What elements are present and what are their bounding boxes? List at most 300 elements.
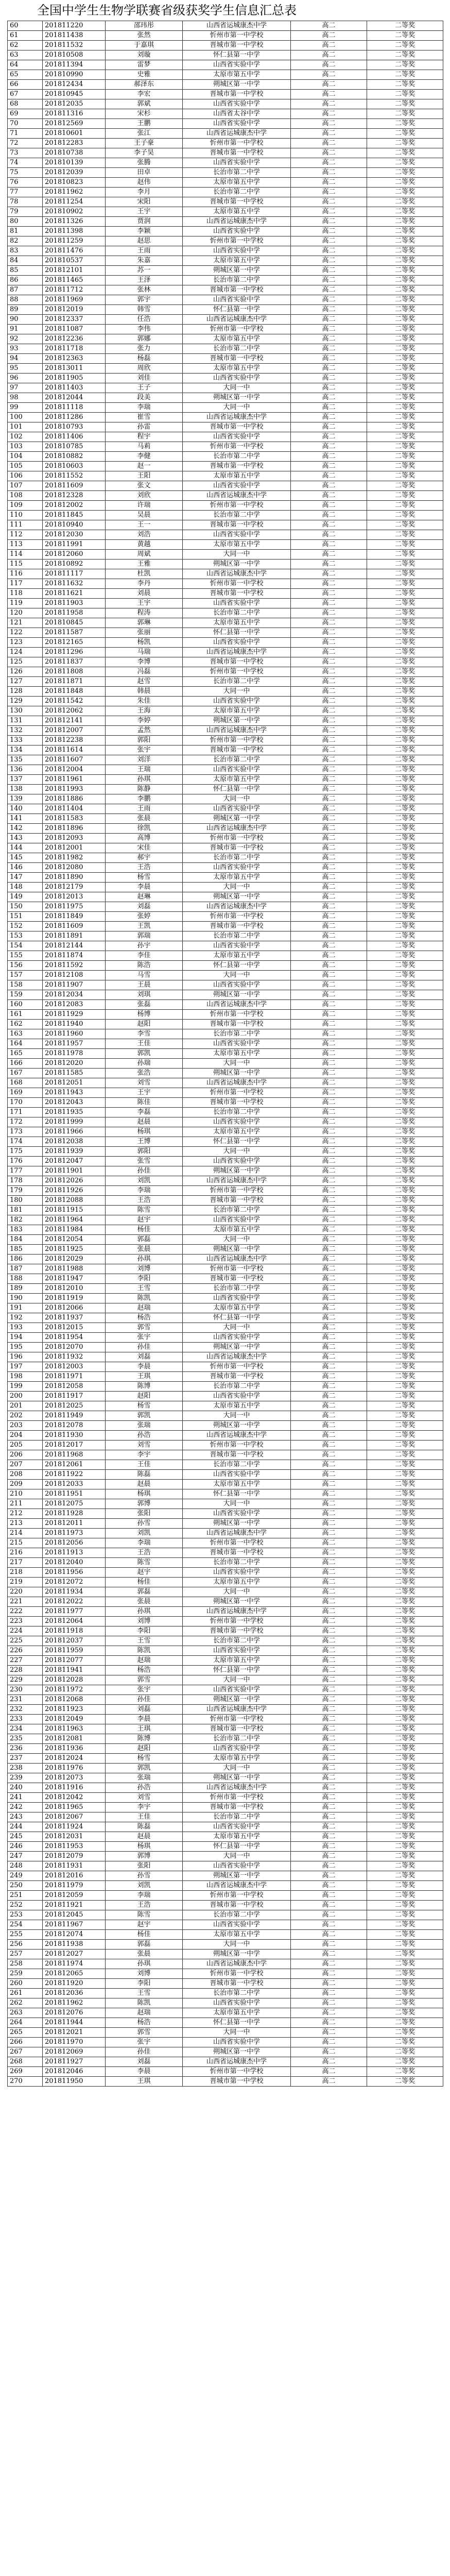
school-name-cell: 朔城区第一中学 xyxy=(183,1871,291,1881)
grade-cell: 高二 xyxy=(291,765,367,775)
table-row xyxy=(8,1020,443,1029)
school-name-cell: 朔城区第一中学 xyxy=(183,1773,291,1783)
award-cell: 二等奖 xyxy=(367,1754,443,1764)
grade-cell: 高二 xyxy=(291,99,367,109)
student-name-cell: 孙佳 xyxy=(106,1695,183,1705)
row-number-cell: 143 xyxy=(8,834,43,843)
table-row xyxy=(8,1489,443,1499)
grade-cell: 高二 xyxy=(291,1959,367,1969)
student-name-cell: 李鹏 xyxy=(106,794,183,804)
row-number-cell: 186 xyxy=(8,1255,43,1264)
row-number-cell: 214 xyxy=(8,1529,43,1538)
table-row xyxy=(8,1186,443,1196)
exam-id-cell: 201811960 xyxy=(43,1029,106,1039)
table-row xyxy=(8,1969,443,1979)
row-number-cell: 116 xyxy=(8,569,43,579)
student-name-cell: 郭雪 xyxy=(106,1323,183,1333)
row-number-cell: 74 xyxy=(8,158,43,168)
row-number-cell: 260 xyxy=(8,1979,43,1989)
exam-id-cell: 201811950 xyxy=(43,2077,106,2087)
award-cell: 二等奖 xyxy=(367,1499,443,1509)
table-row xyxy=(8,951,443,961)
grade-cell: 高二 xyxy=(291,1352,367,1362)
row-number-cell: 115 xyxy=(8,560,43,569)
award-cell: 二等奖 xyxy=(367,50,443,60)
school-name-cell: 晋城市第一中学校 xyxy=(183,41,291,50)
row-number-cell: 140 xyxy=(8,804,43,814)
award-cell: 二等奖 xyxy=(367,422,443,432)
grade-cell: 高二 xyxy=(291,618,367,628)
student-name-cell: 史雅 xyxy=(106,70,183,80)
row-number-cell: 93 xyxy=(8,344,43,354)
award-cell: 二等奖 xyxy=(367,569,443,579)
exam-id-cell: 201812077 xyxy=(43,1656,106,1666)
grade-cell: 高二 xyxy=(291,1147,367,1157)
exam-id-cell: 201813011 xyxy=(43,364,106,374)
award-cell: 二等奖 xyxy=(367,1352,443,1362)
student-name-cell: 杨琪 xyxy=(106,1127,183,1137)
table-row xyxy=(8,530,443,540)
grade-cell: 高二 xyxy=(291,1920,367,1930)
exam-id-cell: 201812088 xyxy=(43,1196,106,1206)
school-name-cell: 大同一中 xyxy=(183,383,291,393)
student-name-cell: 李瑞 xyxy=(106,403,183,413)
award-cell: 二等奖 xyxy=(367,148,443,158)
student-name-cell: 王雨 xyxy=(106,804,183,814)
row-number-cell: 160 xyxy=(8,1000,43,1010)
table-row xyxy=(8,432,443,442)
exam-id-cell: 201811975 xyxy=(43,902,106,912)
school-name-cell: 晋城市第一中学校 xyxy=(183,1724,291,1734)
grade-cell: 高二 xyxy=(291,471,367,481)
exam-id-cell: 201810882 xyxy=(43,452,106,462)
row-number-cell: 136 xyxy=(8,765,43,775)
award-cell: 二等奖 xyxy=(367,804,443,814)
school-name-cell: 山西省实验中学 xyxy=(183,1685,291,1695)
school-name-cell: 大同一中 xyxy=(183,883,291,892)
row-number-cell: 167 xyxy=(8,1069,43,1078)
row-number-cell: 184 xyxy=(8,1235,43,1245)
exam-id-cell: 201810990 xyxy=(43,70,106,80)
table-row xyxy=(8,1431,443,1440)
grade-cell: 高二 xyxy=(291,599,367,608)
table-row xyxy=(8,1450,443,1460)
award-cell: 二等奖 xyxy=(367,1666,443,1675)
row-number-cell: 227 xyxy=(8,1656,43,1666)
award-cell: 二等奖 xyxy=(367,41,443,50)
award-cell: 二等奖 xyxy=(367,158,443,168)
row-number-cell: 257 xyxy=(8,1950,43,1959)
row-number-cell: 232 xyxy=(8,1705,43,1715)
school-name-cell: 山西省实验中学 xyxy=(183,158,291,168)
grade-cell: 高二 xyxy=(291,1274,367,1284)
exam-id-cell: 201811954 xyxy=(43,1333,106,1343)
grade-cell: 高二 xyxy=(291,60,367,70)
row-number-cell: 255 xyxy=(8,1930,43,1940)
table-row xyxy=(8,765,443,775)
exam-id-cell: 201811977 xyxy=(43,1607,106,1617)
student-name-cell: 郭斌 xyxy=(106,99,183,109)
student-name-cell: 郭琳 xyxy=(106,618,183,628)
grade-cell: 高二 xyxy=(291,364,367,374)
award-cell: 二等奖 xyxy=(367,1098,443,1108)
row-number-cell: 198 xyxy=(8,1372,43,1382)
school-name-cell: 晋城市第一中学校 xyxy=(183,197,291,207)
award-cell: 二等奖 xyxy=(367,178,443,188)
award-cell: 二等奖 xyxy=(367,1548,443,1558)
school-name-cell: 太原市第五中学 xyxy=(183,1656,291,1666)
row-number-cell: 152 xyxy=(8,922,43,931)
table-row xyxy=(8,804,443,814)
row-number-cell: 157 xyxy=(8,971,43,980)
row-number-cell: 132 xyxy=(8,726,43,736)
table-row xyxy=(8,638,443,648)
grade-cell: 高二 xyxy=(291,139,367,148)
grade-cell: 高二 xyxy=(291,1783,367,1793)
row-number-cell: 144 xyxy=(8,843,43,853)
table-row xyxy=(8,188,443,197)
row-number-cell: 268 xyxy=(8,2057,43,2067)
grade-cell: 高二 xyxy=(291,804,367,814)
student-name-cell: 杨佳 xyxy=(106,1578,183,1587)
row-number-cell: 64 xyxy=(8,60,43,70)
award-cell: 二等奖 xyxy=(367,1274,443,1284)
table-row xyxy=(8,1255,443,1264)
student-name-cell: 刘欣 xyxy=(106,491,183,501)
table-row xyxy=(8,1744,443,1754)
school-name-cell: 山西省实验中学 xyxy=(183,599,291,608)
table-row xyxy=(8,1773,443,1783)
row-number-cell: 94 xyxy=(8,354,43,364)
grade-cell: 高二 xyxy=(291,628,367,638)
student-name-cell: 陈凯 xyxy=(106,1294,183,1303)
award-cell: 二等奖 xyxy=(367,1558,443,1568)
student-name-cell: 张晨 xyxy=(106,1950,183,1959)
award-cell: 二等奖 xyxy=(367,295,443,305)
award-cell: 二等奖 xyxy=(367,1137,443,1147)
school-name-cell: 忻州市第一中学校 xyxy=(183,1186,291,1196)
table-row xyxy=(8,1685,443,1695)
exam-id-cell: 201812066 xyxy=(43,1303,106,1313)
row-number-cell: 66 xyxy=(8,80,43,90)
student-name-cell: 朱佳 xyxy=(106,697,183,706)
award-cell: 二等奖 xyxy=(367,648,443,657)
award-cell: 二等奖 xyxy=(367,961,443,971)
school-name-cell: 大同一中 xyxy=(183,550,291,560)
row-number-cell: 171 xyxy=(8,1108,43,1117)
award-cell: 二等奖 xyxy=(367,1626,443,1636)
school-name-cell: 晋城市第一中学校 xyxy=(183,843,291,853)
row-number-cell: 63 xyxy=(8,50,43,60)
school-name-cell: 山西省实验中学 xyxy=(183,1509,291,1519)
exam-id-cell: 201810139 xyxy=(43,158,106,168)
grade-cell: 高二 xyxy=(291,148,367,158)
grade-cell: 高二 xyxy=(291,276,367,285)
school-name-cell: 太原市第五中学 xyxy=(183,1754,291,1764)
school-name-cell: 太原市第五中学 xyxy=(183,207,291,217)
table-row xyxy=(8,608,443,618)
student-name-cell: 李丹 xyxy=(106,579,183,589)
school-name-cell: 太原市第五中学 xyxy=(183,1225,291,1235)
grade-cell: 高二 xyxy=(291,853,367,863)
table-row xyxy=(8,550,443,560)
row-number-cell: 238 xyxy=(8,1764,43,1773)
award-cell: 二等奖 xyxy=(367,745,443,755)
award-cell: 二等奖 xyxy=(367,1910,443,1920)
grade-cell: 高二 xyxy=(291,129,367,139)
student-name-cell: 张江 xyxy=(106,129,183,139)
table-row xyxy=(8,1470,443,1480)
grade-cell: 高二 xyxy=(291,354,367,364)
grade-cell: 高二 xyxy=(291,1754,367,1764)
grade-cell: 高二 xyxy=(291,1842,367,1852)
award-cell: 二等奖 xyxy=(367,1656,443,1666)
exam-id-cell: 201811607 xyxy=(43,755,106,765)
grade-cell: 高二 xyxy=(291,1509,367,1519)
exam-id-cell: 201812044 xyxy=(43,393,106,403)
exam-id-cell: 201811963 xyxy=(43,1724,106,1734)
student-name-cell: 王雨 xyxy=(106,246,183,256)
table-row xyxy=(8,1108,443,1117)
grade-cell: 高二 xyxy=(291,1529,367,1538)
student-name-cell: 李瑞 xyxy=(106,1891,183,1901)
exam-id-cell: 201811957 xyxy=(43,1039,106,1049)
award-cell: 二等奖 xyxy=(367,1000,443,1010)
exam-id-cell: 201811845 xyxy=(43,511,106,520)
student-name-cell: 宋佳 xyxy=(106,843,183,853)
student-name-cell: 杨琪 xyxy=(106,1489,183,1499)
school-name-cell: 晋城市第一中学校 xyxy=(183,745,291,755)
student-name-cell: 崔雪 xyxy=(106,413,183,422)
award-cell: 二等奖 xyxy=(367,99,443,109)
grade-cell: 高二 xyxy=(291,1176,367,1186)
student-name-cell: 杨浩 xyxy=(106,1313,183,1323)
school-name-cell: 怀仁县第一中学 xyxy=(183,1489,291,1499)
award-cell: 二等奖 xyxy=(367,1264,443,1274)
table-row xyxy=(8,501,443,511)
table-row xyxy=(8,1734,443,1744)
table-row xyxy=(8,354,443,364)
table-row xyxy=(8,775,443,785)
award-cell: 二等奖 xyxy=(367,1294,443,1303)
row-number-cell: 110 xyxy=(8,511,43,520)
school-name-cell: 山西省运城康杰中学 xyxy=(183,1607,291,1617)
student-name-cell: 李健 xyxy=(106,452,183,462)
grade-cell: 高二 xyxy=(291,726,367,736)
table-row xyxy=(8,80,443,90)
grade-cell: 高二 xyxy=(291,1127,367,1137)
grade-cell: 高二 xyxy=(291,1020,367,1029)
grade-cell: 高二 xyxy=(291,1656,367,1666)
school-name-cell: 忻州市第一中学校 xyxy=(183,1617,291,1626)
table-row xyxy=(8,393,443,403)
exam-id-cell: 201812238 xyxy=(43,736,106,745)
grade-cell: 高二 xyxy=(291,589,367,599)
student-name-cell: 赵雪 xyxy=(106,677,183,687)
student-name-cell: 王宇 xyxy=(106,1088,183,1098)
exam-id-cell: 201812080 xyxy=(43,863,106,873)
table-row xyxy=(8,1871,443,1881)
grade-cell: 高二 xyxy=(291,1245,367,1255)
school-name-cell: 山西省实验中学 xyxy=(183,1039,291,1049)
award-cell: 二等奖 xyxy=(367,785,443,794)
student-name-cell: 李佳 xyxy=(106,951,183,961)
exam-id-cell: 201812017 xyxy=(43,1440,106,1450)
student-name-cell: 孟然 xyxy=(106,726,183,736)
student-name-cell: 郭宇 xyxy=(106,295,183,305)
grade-cell: 高二 xyxy=(291,1950,367,1959)
table-row xyxy=(8,511,443,520)
exam-id-cell: 201812434 xyxy=(43,80,106,90)
school-name-cell: 长治市第二中学 xyxy=(183,1558,291,1568)
award-cell: 二等奖 xyxy=(367,1803,443,1812)
grade-cell: 高二 xyxy=(291,971,367,980)
school-name-cell: 长治市第二中学 xyxy=(183,276,291,285)
school-name-cell: 山西省实验中学 xyxy=(183,1157,291,1166)
grade-cell: 高二 xyxy=(291,755,367,765)
row-number-cell: 202 xyxy=(8,1411,43,1421)
student-name-cell: 杨琪 xyxy=(106,1842,183,1852)
award-cell: 二等奖 xyxy=(367,217,443,227)
school-name-cell: 山西省实验中学 xyxy=(183,530,291,540)
award-cell: 二等奖 xyxy=(367,1450,443,1460)
row-number-cell: 135 xyxy=(8,755,43,765)
row-number-cell: 259 xyxy=(8,1969,43,1979)
award-cell: 二等奖 xyxy=(367,1705,443,1715)
row-number-cell: 185 xyxy=(8,1245,43,1255)
exam-id-cell: 201811718 xyxy=(43,344,106,354)
student-name-cell: 赵阳 xyxy=(106,1744,183,1754)
grade-cell: 高二 xyxy=(291,2028,367,2038)
row-number-cell: 114 xyxy=(8,550,43,560)
school-name-cell: 朔城区第一中学 xyxy=(183,1950,291,1959)
row-number-cell: 229 xyxy=(8,1675,43,1685)
exam-id-cell: 201812029 xyxy=(43,1255,106,1264)
table-row xyxy=(8,1617,443,1626)
student-name-cell: 赵宇 xyxy=(106,1568,183,1578)
award-cell: 二等奖 xyxy=(367,1715,443,1724)
exam-id-cell: 201811969 xyxy=(43,295,106,305)
table-row xyxy=(8,374,443,383)
student-name-cell: 韩晨 xyxy=(106,687,183,697)
exam-id-cell: 201812283 xyxy=(43,139,106,148)
row-number-cell: 175 xyxy=(8,1147,43,1157)
school-name-cell: 大同一中 xyxy=(183,1675,291,1685)
row-number-cell: 217 xyxy=(8,1558,43,1568)
exam-id-cell: 201811552 xyxy=(43,471,106,481)
table-row xyxy=(8,657,443,667)
award-cell: 二等奖 xyxy=(367,1470,443,1480)
award-cell: 二等奖 xyxy=(367,1235,443,1245)
table-row xyxy=(8,540,443,550)
table-row xyxy=(8,1215,443,1225)
table-row xyxy=(8,1225,443,1235)
grade-cell: 高二 xyxy=(291,922,367,931)
table-row xyxy=(8,883,443,892)
student-name-cell: 孙宇 xyxy=(106,941,183,951)
award-cell: 二等奖 xyxy=(367,697,443,706)
award-cell: 二等奖 xyxy=(367,883,443,892)
grade-cell: 高二 xyxy=(291,1303,367,1313)
grade-cell: 高二 xyxy=(291,178,367,188)
student-name-cell: 郝宇 xyxy=(106,853,183,863)
award-cell: 二等奖 xyxy=(367,608,443,618)
school-name-cell: 长治市第二中学 xyxy=(183,1206,291,1215)
school-name-cell: 朔城区第一中学 xyxy=(183,1695,291,1705)
exam-id-cell: 201810892 xyxy=(43,560,106,569)
student-name-cell: 王海 xyxy=(106,706,183,716)
award-cell: 二等奖 xyxy=(367,393,443,403)
exam-id-cell: 201811404 xyxy=(43,804,106,814)
student-name-cell: 高博 xyxy=(106,834,183,843)
student-name-cell: 王子豪 xyxy=(106,139,183,148)
school-name-cell: 晋城市第一中学校 xyxy=(183,1020,291,1029)
exam-id-cell: 201812010 xyxy=(43,1284,106,1294)
row-number-cell: 141 xyxy=(8,814,43,824)
school-name-cell: 晋城市第一中学校 xyxy=(183,1372,291,1382)
row-number-cell: 122 xyxy=(8,628,43,638)
grade-cell: 高二 xyxy=(291,1333,367,1343)
exam-id-cell: 201812031 xyxy=(43,1832,106,1842)
table-row xyxy=(8,1979,443,1989)
table-row xyxy=(8,843,443,853)
award-cell: 二等奖 xyxy=(367,1744,443,1754)
award-cell: 二等奖 xyxy=(367,1607,443,1617)
grade-cell: 高二 xyxy=(291,1744,367,1754)
row-number-cell: 102 xyxy=(8,432,43,442)
award-cell: 二等奖 xyxy=(367,1901,443,1910)
row-number-cell: 95 xyxy=(8,364,43,374)
row-number-cell: 261 xyxy=(8,1989,43,1998)
table-row xyxy=(8,1636,443,1646)
school-name-cell: 长治市第二中学 xyxy=(183,1989,291,1998)
award-cell: 二等奖 xyxy=(367,1382,443,1392)
row-number-cell: 239 xyxy=(8,1773,43,1783)
table-row xyxy=(8,1832,443,1842)
student-name-cell: 李阳 xyxy=(106,1979,183,1989)
award-cell: 二等奖 xyxy=(367,560,443,569)
table-row xyxy=(8,1538,443,1548)
exam-id-cell: 201812040 xyxy=(43,1558,106,1568)
table-row xyxy=(8,109,443,119)
row-number-cell: 154 xyxy=(8,941,43,951)
grade-cell: 高二 xyxy=(291,41,367,50)
grade-cell: 高二 xyxy=(291,824,367,834)
school-name-cell: 忻州市第一中学校 xyxy=(183,834,291,843)
grade-cell: 高二 xyxy=(291,794,367,804)
award-cell: 二等奖 xyxy=(367,1509,443,1519)
exam-id-cell: 201811296 xyxy=(43,648,106,657)
exam-id-cell: 201812026 xyxy=(43,1176,106,1186)
table-row xyxy=(8,246,443,256)
row-number-cell: 131 xyxy=(8,716,43,726)
student-name-cell: 陈凯 xyxy=(106,1998,183,2008)
student-name-cell: 陈雪 xyxy=(106,1206,183,1215)
table-row xyxy=(8,452,443,462)
row-number-cell: 121 xyxy=(8,618,43,628)
school-name-cell: 朔城区第一中学 xyxy=(183,80,291,90)
row-number-cell: 128 xyxy=(8,687,43,697)
student-name-cell: 雷梦 xyxy=(106,60,183,70)
award-cell: 二等奖 xyxy=(367,119,443,129)
school-name-cell: 山西省实验中学 xyxy=(183,980,291,990)
award-cell: 二等奖 xyxy=(367,530,443,540)
school-name-cell: 怀仁县第一中学 xyxy=(183,1313,291,1323)
student-name-cell: 刘凯 xyxy=(106,1881,183,1891)
award-cell: 二等奖 xyxy=(367,1166,443,1176)
table-row xyxy=(8,60,443,70)
exam-id-cell: 201811848 xyxy=(43,687,106,697)
